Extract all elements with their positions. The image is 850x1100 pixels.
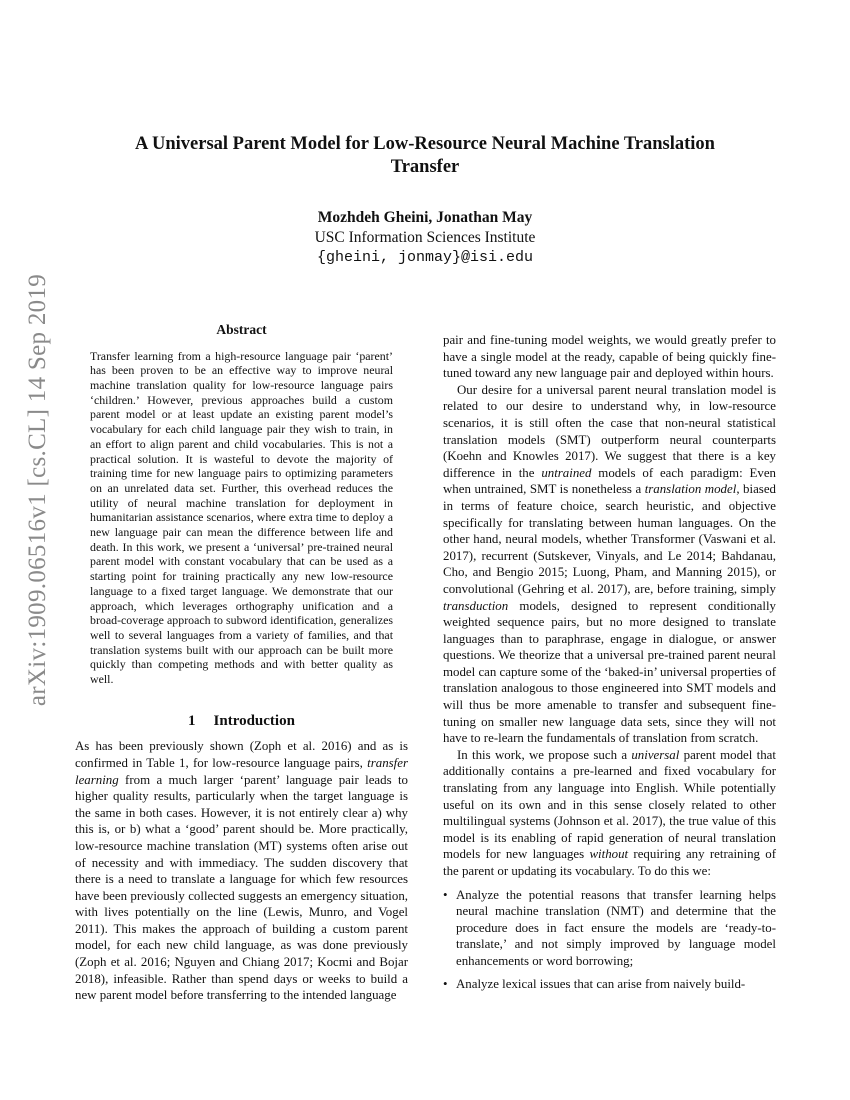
emphasis-text: transfer learning <box>75 755 408 787</box>
title-line-2: Transfer <box>390 157 460 177</box>
bullet-icon: • <box>443 887 448 902</box>
right-paragraph-3 <box>443 747 776 880</box>
text-run: models of each paradigm: Even when untrained, SMT is nonetheless a <box>443 465 776 497</box>
text-run: models, designed to represent conditionally weighted sequence pairs, but no more designed to translate languages than to paraphrase, engage in dialogue, or answer questions. We theorize that a universal pre-trained parent neural model can capture some of the ‘baked-in’ universal properties of translation analogous to those engineered into SMT models and will thus be more amenable to transfer and subsequent fine-tuning on smaller new language data sets, since they will not have to re-learn the fundamentals of translation from scratch. <box>443 598 776 746</box>
emphasis-text: untrained <box>541 465 592 480</box>
right-paragraph-2 <box>443 382 776 747</box>
right-paragraph-1: pair and fine-tuning model weights, we would greatly prefer to have a single model at the ready, capable of being quickly fine-tuned toward any new language pair and deployed within hours. <box>443 333 776 381</box>
author-email: {gheini, jonmay}@isi.edu <box>316 249 534 266</box>
arxiv-sidebar-stamp <box>18 273 58 707</box>
left-column <box>75 322 408 1004</box>
section-number: 1 <box>188 712 196 729</box>
bullet-icon: • <box>443 976 448 991</box>
list-item-text: Analyze the potential reasons that transfer learning helps neural machine translation (NMT) and determine that the procedure does in fact ensure the models are ‘ready-to-translate,’ and not simply improved by language model enhancements or word borrowing; <box>456 887 776 968</box>
author-affiliation: USC Information Sciences Institute <box>314 229 536 246</box>
intro-paragraph-1 <box>75 738 408 1004</box>
list-item-text: Analyze lexical issues that can arise from naively build- <box>456 976 746 991</box>
list-item <box>443 976 776 993</box>
contribution-list <box>443 887 776 993</box>
title-line-1: A Universal Parent Model for Low-Resource Neural Machine Translation <box>135 134 715 154</box>
text-run: As has been previously shown (Zoph et al. 2016) and as is confirmed in Table 1, for low-resource language pairs, <box>75 739 408 770</box>
author-block <box>150 208 700 268</box>
author-names: Mozhdeh Gheini, Jonathan May <box>317 209 533 226</box>
text-run: parent model that additionally contains a pre-learned and fixed vocabulary for translating from any language into English. While potentially useful on its own and in this sense closely related to other multilingual systems (Johnson et al. 2017), the true value of this model is its enabling of rapid generation of neural translation models for new languages <box>443 747 776 862</box>
abstract-text: Transfer learning from a high-resource language pair ‘parent’ has been proven to be an effective way to improve neural machine translation quality for low-resource language pairs ‘children.’ However, previous approaches build a custom parent model or at least update an existing parent model’s vocabulary for each child language pair they wish to train, in an effort to align parent and child vocabularies. This is not a practical solution. It is wasteful to devote the majority of training time for new language pairs to optimizing parameters on an unrelated data set. Further, this overhead reduces the utility of neural machine translation for deployment in humanitarian assistance scenarios, where extra time to deploy a new language pair can mean the difference between life and death. In this work, we present a ‘universal’ pre-trained neural parent model with constant vocabulary that can be used as a starting point for training practically any new low-resource language to a fixed target language. We demonstrate that our approach, which leverages orthography unification and a broad-coverage approach to subword identification, generalizes well to several languages from a variety of families, and that translation systems built with our approach can be built more quickly than competing methods and with better quality as well. <box>90 348 393 687</box>
abstract-heading: Abstract <box>216 322 267 337</box>
text-run: Our desire for a universal parent neural translation model is related to our desire to understand why, in low-resource scenarios, it is still often the case that non-neural statistical translation models (SMT) outperform neural counterparts (Koehn and Knowles 2017). We suggest that there is a key difference in the <box>443 382 776 480</box>
emphasis-text: without <box>589 847 629 862</box>
text-run: , biased in terms of feature choice, search heuristic, and objective specifically for translating between human languages. On the other hand, neural models, whether Transformer (Vaswani et al. 2017), recurrent (Sutskever, Vinyals, and Le 2014; Bahdanau, Cho, and Bengio 2015; Luong, Pham, and Manning 2015), or convolutional (Gehring et al. 2017), are, before training, simply <box>443 482 776 596</box>
text-run: requiring any retraining of the parent or updating its vocabulary. To do this we: <box>443 847 776 878</box>
arxiv-identifier: arXiv:1909.06516v1 [cs.CL] 14 Sep 2019 <box>24 273 51 707</box>
text-run: In this work, we propose such a <box>457 747 632 762</box>
emphasis-text: translation model <box>644 482 737 497</box>
emphasis-text: transduction <box>443 598 509 613</box>
right-column <box>443 332 776 998</box>
section-heading-introduction <box>75 713 408 730</box>
text-run: from a much larger ‘parent’ language pair leads to higher quality results, particularly when the target language is the same in both cases. However, it is not entirely clear a) why this is, or b) what a ‘good’ parent should be. More practically, low-resource machine translation (MT) systems often arise out of necessity and with immediacy. The sudden discovery that there is a need to translate a language for which few resources have been previously collected suggests an emergency situation, with lives potentially on the line (Lewis, Munro, and Vogel 2011). This makes the approach of building a custom parent model, for each new child language, as was done previously (Zoph et al. 2016; Nguyen and Chiang 2017; Kocmi and Bojar 2018), infeasible. Rather than spend days or weeks to build a new parent model before transferring to the intended language <box>75 772 408 1003</box>
list-item <box>443 887 776 970</box>
section-title: Introduction <box>213 712 295 729</box>
paper-title <box>90 133 760 179</box>
emphasis-text: universal <box>631 747 680 762</box>
